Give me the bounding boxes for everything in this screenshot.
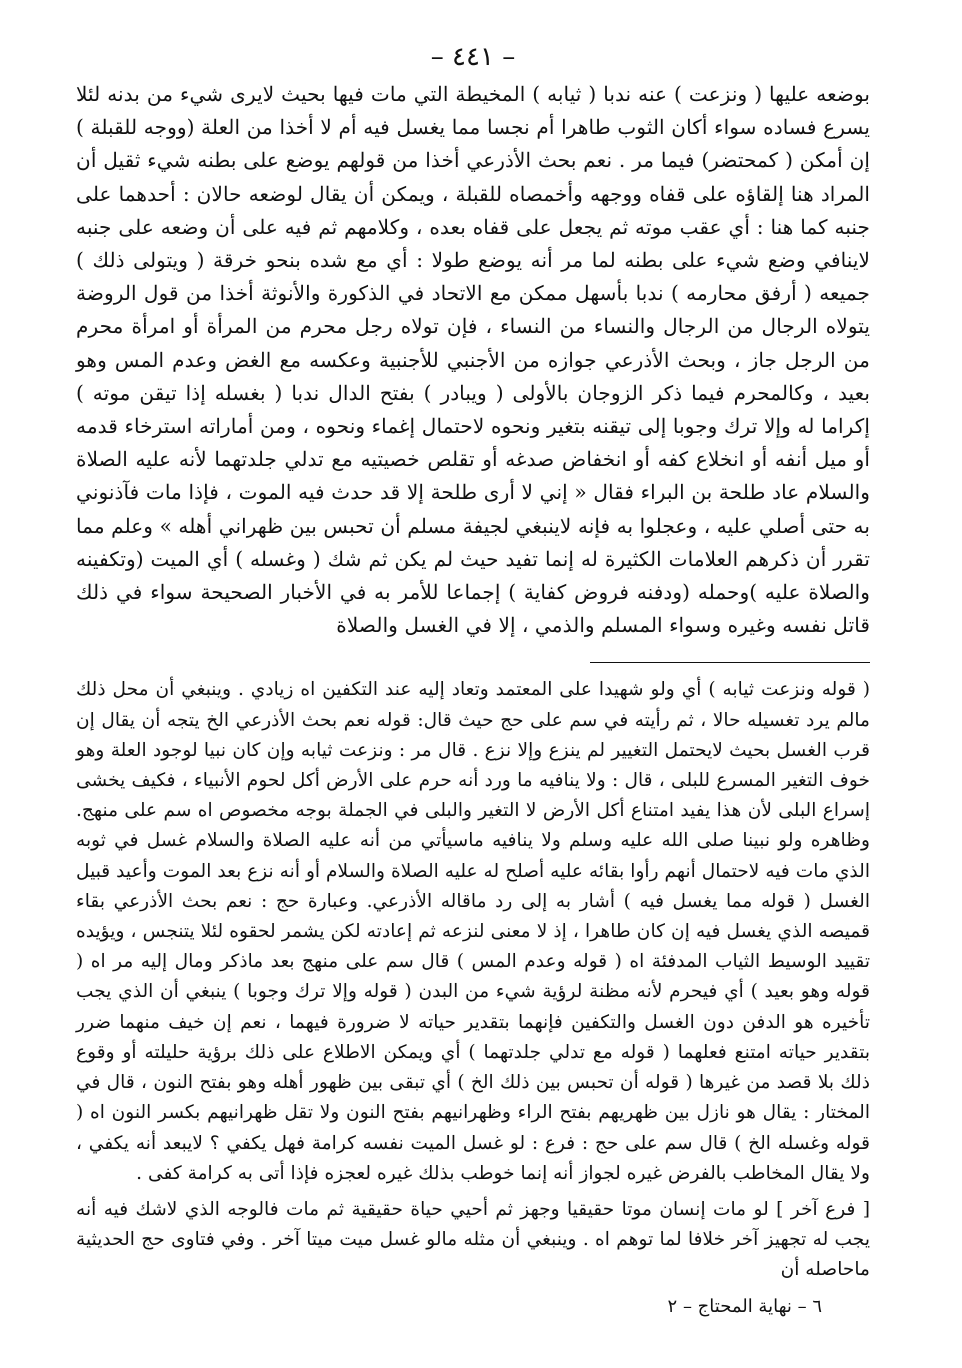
page-footer: ٦ – نهاية المحتاج – ٢ xyxy=(667,1295,822,1317)
page-number: – ٤٤١ – xyxy=(430,42,516,72)
footnotes: ( قوله ونزعت ثيابه ) أي ولو شهيدا على المعتمد وتعاد إليه عند التكفين اه زيادي . وينبغي أن محل ذلك مالم يرد تغسيله حالا ، ثم رأيته في سم على حج حيث قال: قوله نعم بحث الأذرعي الخ يتجه أن يقال إن قرب الغسل بحيث لايحتمل التغيير لم ينزع وإلا نزع . قال مر : ونزعت ثيابه وإن كان نبيا لوجود العلة وهو خوف التغير المسرع للبلى ، قال : ولا ينافيه ما ورد أنه حرم على الأرض أكل لحوم الأنبياء ، فكيف يخشى إسراع البلى لأن هذا يفيد امتناع أكل الأرض لا التغير والبلى في الجملة بوجه مخصوص اه سم على منهج. وظاهره ولو نبينا صلى الله عليه وسلم ولا ينافيه ماسيأتي من أنه عليه الصلاة والسلام غسل في ثوبه الذي مات فيه لاحتمال أنهم رأوا بقائه عليه أصلح له عليه الصلاة والسلام أو أنه نزع بعد الموت وأعيد قبيل الغسل ( قوله مما يغسل فيه ) أشار به إلى رد ماقاله الأذرعي. وعبارة حج : نعم بحث الأذرعي بقاء قميصه الذي يغسل فيه إن كان طاهرا ، إذ لا معنى لنزعه ثم إعادته لكن يشمر لحقوه لئلا يتنجس ، ويؤيده تقييد الوسيط الثياب المدفئة اه ( قوله وعدم المس ) قال سم على منهج بعد ماذكر ومال إليه مر اه ( قوله وهو بعيد ) أي فيحرم لأنه مظنة لرؤية شيء من البدن ( قوله وإلا ترك وجوبا ) ينبغي أن الذي يجب تأخيره هو الدفن دون الغسل والتكفين فإنهما بتقدير حياته لا ضرورة فيهما ، نعم إن خيف منهما ضرر بتقدير حياته امتنع فعلهما ( قوله مع تدلي جلدتهما ) أي ويمكن الاطلاع على ذلك برؤية حليلته أو وقوع ذلك بلا قصد من غيرها ( قوله أن تحبس بين ذلك الخ ) أي تبقى بين ظهور أهله وهو بفتح النون ، قال في المختار : يقال هو نازل بين ظهريهم بفتح الراء وظهرانيهم بفتح النون ولا تقل ظهرانيهم بكسر النون اه ( قوله وغسله الخ ) قال سم على حج : فرع : لو غسل الميت نفسه كرامة فهل يكفي ؟ لايبعد أنه يكفي ، ولا يقال المخاطب بالفرض غيره لجواز أنه إنما خوطب بذلك غيره لعجزه فإذا أتى به كرامة كفى . xyxy=(76,679,870,1184)
extra-branch-note: [ فرع آخر ] لو مات إنسان موتا حقيقيا وجهز ثم أحيي حياة حقيقية ثم مات فالوجه الذي لاشك فيه أنه يجب له تجهيز آخر خلافا لما توهم اه . وينبغي أن مثله مالو غسل ميت ميتا آخر . وفي فتاوى حج الحديثية ماحاصله أن xyxy=(76,1198,870,1281)
footnote-separator xyxy=(590,662,870,663)
main-text: بوضعه عليها ( ونزعت ) عنه ندبا ( ثيابه ) المخيطة التي مات فيها بحيث لايرى شيء من بدنه لئلا يسرع فساده سواء أكان الثوب طاهرا أم نجسا مما يغسل فيه أم لا أخذا من العلة (ووجه للقبلة ) إن أمكن ( كمحتضر) فيما مر . نعم بحث الأذرعي أخذا من قولهم يوضع على بطنه شيء ثقيل أن المراد هنا إلقاؤه على قفاه ووجهه وأخمصاه للقبلة ، ويمكن أن يقال لوضعه حالان : أحدهما على جنبه كما هنا : أي عقب موته ثم يجعل على قفاه بعده ، وكلامهم ثم فيه على أن وضعه على جنبه لاينافي وضع شيء على بطنه لما مر أنه يوضع طولا : أي مع شده بنحو خرقة ( ويتولى ذلك ) جميعه ( أرفق محارمه ) ندبا بأسهل ممكن مع الاتحاد في الذكورة والأنوثة أخذا من قول الروضة يتولاه الرجال من الرجال والنساء من النساء ، فإن تولاه رجل محرم من المرأة أو امرأة محرم من الرجل جاز ، وبحث الأذرعي جوازه من الأجنبي للأجنبية وعكسه مع الغض وعدم المس وهو بعيد ، وكالمحرم فيما ذكر الزوجان بالأولى ( ويبادر ) بفتح الدال ندبا ( بغسله إذا تيقن موته ) إكراما له وإلا ترك وجوبا إلى تيقنه بتغير ونحوه لاحتمال إغماء ونحوه ، ومن أماراته استرخاء قدمه أو ميل أنفه أو انخلاع كفه أو انخفاض صدغه أو تقلص خصيتيه مع تدلي جلدتهما لأنه عليه الصلاة والسلام عاد طلحة بن البراء فقال « إني لا أرى طلحة إلا قد حدث فيه الموت ، فإذا مات فآذنوني به حتى أصلي عليه ، وعجلوا به فإنه لاينبغي لجيفة مسلم أن تحبس بين ظهراني أهله » وعلم مما تقرر أن ذكرهم العلامات الكثيرة له إنما تفيد حيث لم يكن ثم شك ( وغسله ) أي الميت (وتكفينه والصلاة عليه )وحمله (ودفنه فروض كفاية ) إجماعا للأمر به في الأخبار الصحيحة سواء في ذلك قاتل نفسه وغيره وسواء المسلم والذمي ، إلا في الغسل والصلاة xyxy=(76,82,871,638)
